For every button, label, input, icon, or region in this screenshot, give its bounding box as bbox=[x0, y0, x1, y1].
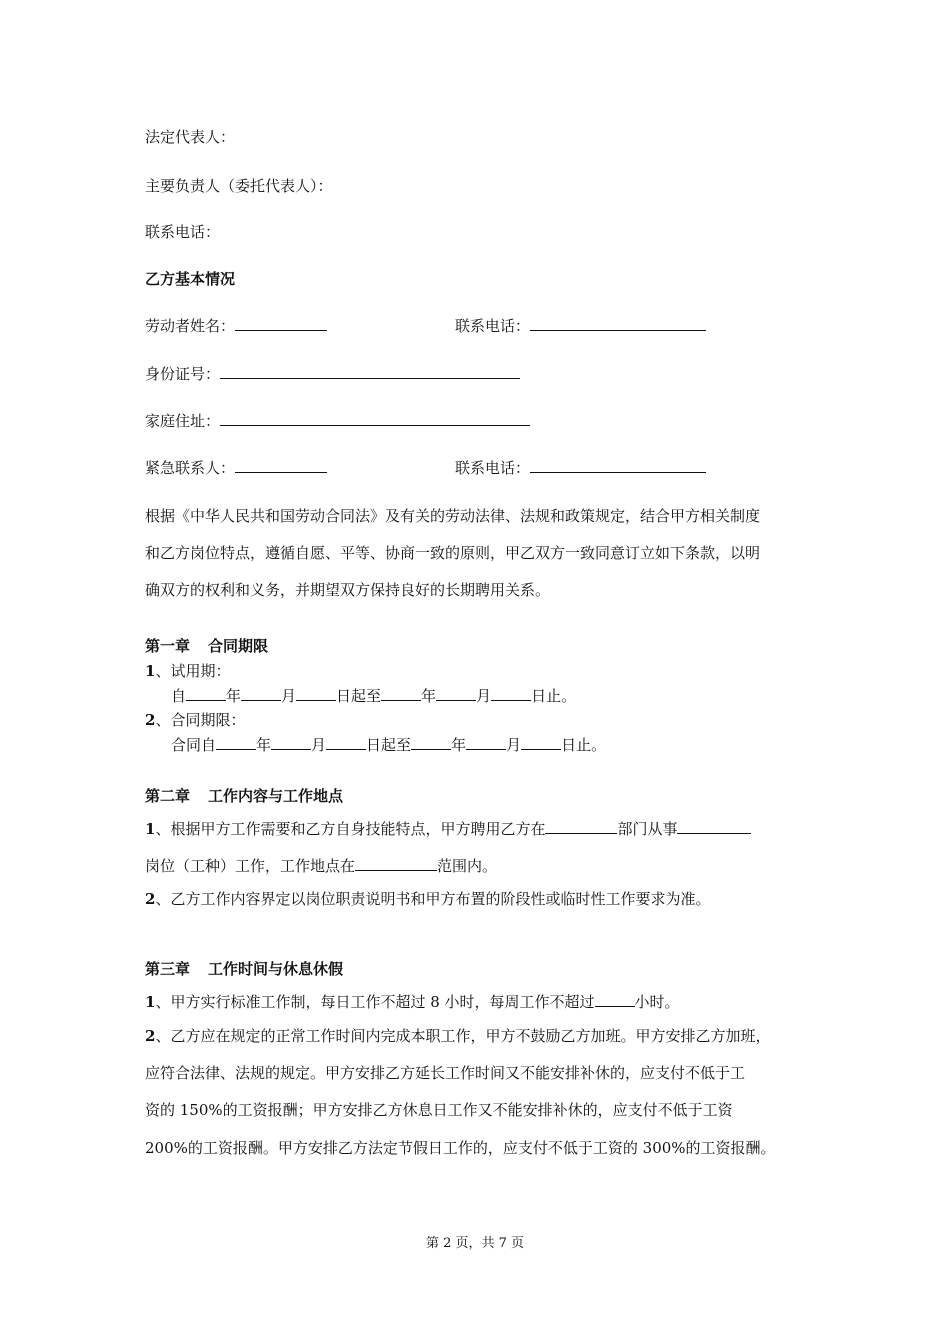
date-blank[interactable] bbox=[381, 686, 421, 701]
probation-date-row bbox=[171, 686, 576, 706]
id-number-blank[interactable] bbox=[220, 364, 520, 379]
chapter-1-title: 合同期限 bbox=[208, 637, 269, 655]
intro-line-1: 根据《中华人民共和国劳动合同法》及有关的劳动法律、法规和政策规定，结合甲方相关制度 bbox=[145, 507, 761, 525]
chapter-3-num: 第三章 bbox=[145, 960, 191, 978]
emergency-phone-blank[interactable] bbox=[530, 458, 706, 473]
item-text: 、甲方实行标准工作制，每日工作不超过 8 小时，每周工作不超过 bbox=[155, 993, 595, 1011]
item-number: 1 bbox=[145, 662, 156, 680]
chapter-3-item-2-line-1 bbox=[145, 1026, 770, 1046]
principal-label: 主要负责人（委托代表人）： bbox=[145, 177, 333, 195]
worker-name-row bbox=[145, 316, 327, 336]
date-blank[interactable] bbox=[216, 735, 256, 750]
date-text: 年 bbox=[226, 687, 242, 705]
chapter-3-heading bbox=[145, 959, 343, 979]
chapter-1-heading bbox=[145, 636, 268, 656]
worker-name-label: 劳动者姓名： bbox=[145, 317, 236, 335]
chapter-2-num: 第二章 bbox=[145, 787, 191, 805]
date-blank[interactable] bbox=[296, 686, 336, 701]
date-text: 月 bbox=[506, 736, 522, 754]
intro-line-3: 确双方的权利和义务，并期望双方保持良好的长期聘用关系。 bbox=[145, 581, 551, 599]
worker-phone-row bbox=[455, 316, 706, 336]
emergency-contact-blank[interactable] bbox=[235, 458, 327, 473]
date-blank[interactable] bbox=[491, 686, 531, 701]
chapter-3-item-2-line-4: 200%的工资报酬。甲方安排乙方法定节假日工作的，应支付不低于工资的 300%的工资报酬。 bbox=[145, 1139, 776, 1157]
id-number-label: 身份证号： bbox=[145, 365, 221, 383]
date-blank[interactable] bbox=[466, 735, 506, 750]
item-number: 2 bbox=[145, 1027, 156, 1045]
chapter-1-item-2 bbox=[145, 710, 245, 730]
item-number: 2 bbox=[145, 890, 156, 908]
chapter-2-item-2 bbox=[145, 889, 710, 909]
chapter-2-item-1-line-1 bbox=[145, 819, 751, 839]
legal-rep-label: 法定代表人： bbox=[145, 128, 236, 146]
contract-date-row bbox=[171, 735, 606, 755]
item-number: 1 bbox=[145, 993, 156, 1011]
chapter-1-item-1 bbox=[145, 661, 230, 681]
item-text: 小时。 bbox=[634, 993, 680, 1011]
address-label: 家庭住址： bbox=[145, 412, 221, 430]
date-text: 年 bbox=[421, 687, 437, 705]
date-text: 合同自 bbox=[171, 736, 217, 754]
page-number-footer: 第 2 页，共 7 页 bbox=[425, 1236, 525, 1251]
item-text: 、根据甲方工作需要和乙方自身技能特点，甲方聘用乙方在 bbox=[155, 820, 546, 838]
date-text: 年 bbox=[451, 736, 467, 754]
worker-phone-label: 联系电话： bbox=[455, 317, 531, 335]
chapter-1-num: 第一章 bbox=[145, 637, 191, 655]
chapter-2-title: 工作内容与工作地点 bbox=[208, 787, 344, 805]
emergency-contact-label: 紧急联系人： bbox=[145, 459, 236, 477]
id-number-row bbox=[145, 364, 520, 384]
address-blank[interactable] bbox=[220, 411, 530, 426]
item-number: 1 bbox=[145, 820, 156, 838]
date-text: 月 bbox=[281, 687, 297, 705]
emergency-phone-row bbox=[455, 458, 706, 478]
chapter-2-heading bbox=[145, 786, 343, 806]
date-blank[interactable] bbox=[411, 735, 451, 750]
date-text: 月 bbox=[311, 736, 327, 754]
weekly-hours-blank[interactable] bbox=[595, 992, 635, 1007]
chapter-3-title: 工作时间与休息休假 bbox=[208, 960, 344, 978]
chapter-3-item-2-line-3: 资的 150%的工资报酬；甲方安排乙方休息日工作又不能安排补休的，应支付不低于工资 bbox=[145, 1101, 733, 1119]
emergency-phone-label: 联系电话： bbox=[455, 459, 531, 477]
date-blank[interactable] bbox=[186, 686, 226, 701]
item-text: 部门从事 bbox=[617, 820, 678, 838]
date-blank[interactable] bbox=[271, 735, 311, 750]
emergency-contact-row bbox=[145, 458, 327, 478]
date-text: 日止。 bbox=[531, 687, 577, 705]
party-a-phone-label: 联系电话： bbox=[145, 223, 221, 241]
department-blank[interactable] bbox=[545, 819, 617, 834]
date-text: 日起至 bbox=[366, 736, 412, 754]
date-text: 日止。 bbox=[561, 736, 607, 754]
item-label: 、合同期限： bbox=[155, 711, 246, 729]
date-text: 日起至 bbox=[336, 687, 382, 705]
date-text: 自 bbox=[171, 687, 187, 705]
item-text: 、乙方工作内容界定以岗位职责说明书和甲方布置的阶段性或临时性工作要求为准。 bbox=[155, 890, 711, 908]
work-location-blank[interactable] bbox=[355, 856, 437, 871]
worker-name-blank[interactable] bbox=[235, 316, 327, 331]
date-blank[interactable] bbox=[436, 686, 476, 701]
date-text: 月 bbox=[476, 687, 492, 705]
position-blank[interactable] bbox=[677, 819, 751, 834]
date-blank[interactable] bbox=[521, 735, 561, 750]
item-label: 、试用期： bbox=[155, 662, 231, 680]
chapter-2-item-1-line-2 bbox=[145, 856, 497, 876]
party-b-heading: 乙方基本情况 bbox=[145, 270, 236, 288]
date-blank[interactable] bbox=[326, 735, 366, 750]
item-text: 、乙方应在规定的正常工作时间内完成本职工作，甲方不鼓励乙方加班。甲方安排乙方加班， bbox=[155, 1027, 771, 1045]
chapter-3-item-1 bbox=[145, 992, 680, 1012]
item-text: 范围内。 bbox=[437, 857, 498, 875]
intro-line-2: 和乙方岗位特点，遵循自愿、平等、协商一致的原则，甲乙双方一致同意订立如下条款，以明 bbox=[145, 544, 761, 562]
date-text: 年 bbox=[256, 736, 272, 754]
item-text: 岗位（工种）工作，工作地点在 bbox=[145, 857, 356, 875]
address-row bbox=[145, 411, 530, 431]
date-blank[interactable] bbox=[241, 686, 281, 701]
item-number: 2 bbox=[145, 711, 156, 729]
worker-phone-blank[interactable] bbox=[530, 316, 706, 331]
chapter-3-item-2-line-2: 应符合法律、法规的规定。甲方安排乙方延长工作时间又不能安排补休的，应支付不低于工 bbox=[145, 1064, 746, 1082]
